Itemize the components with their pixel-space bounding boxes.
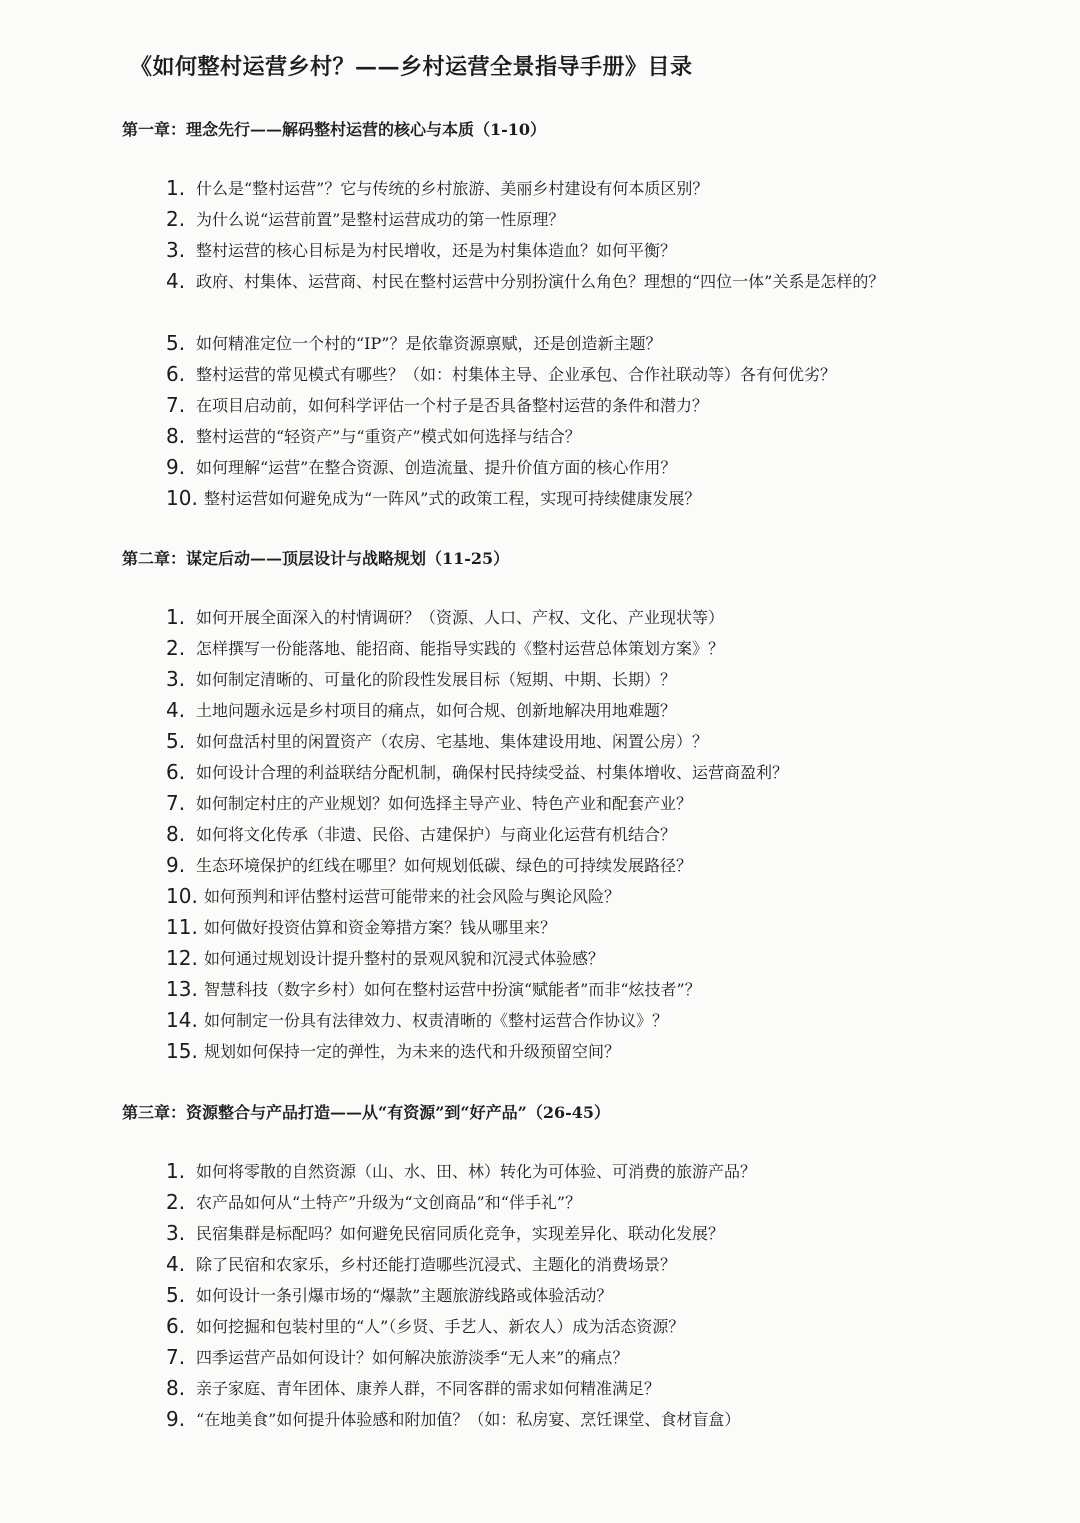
item-text: 在项目启动前，如何科学评估一个村子是否具备整村运营的条件和潜力？	[196, 396, 709, 415]
chapter-section	[122, 1100, 1022, 1436]
item-number: 4.	[166, 269, 186, 293]
item-number: 2.	[166, 207, 186, 231]
item-number: 2.	[166, 1190, 186, 1214]
item-text: 如何做好投资估算和资金筹措方案？钱从哪里来？	[204, 918, 557, 937]
item-number: 5.	[166, 729, 186, 753]
item-text: 政府、村集体、运营商、村民在整村运营中分别扮演什么角色？理想的“四位一体”关系是怎样的？	[196, 272, 885, 291]
item-number: 6.	[166, 362, 186, 386]
item-text: 如何预判和评估整村运营可能带来的社会风险与舆论风险？	[204, 887, 621, 906]
list-item	[122, 205, 1022, 236]
item-text: 整村运营如何避免成为“一阵风”式的政策工程，实现可持续健康发展？	[204, 489, 701, 508]
list-item	[122, 789, 1022, 820]
item-text: 四季运营产品如何设计？如何解决旅游淡季“无人来”的痛点？	[196, 1348, 629, 1367]
item-number: 9.	[166, 853, 186, 877]
item-number: 3.	[166, 667, 186, 691]
item-text: 如何制定村庄的产业规划？如何选择主导产业、特色产业和配套产业？	[196, 794, 693, 813]
list-item	[122, 758, 1022, 789]
item-text: 如何通过规划设计提升整村的景观风貌和沉浸式体验感？	[204, 949, 605, 968]
item-text: 如何精准定位一个村的“IP”？是依靠资源禀赋，还是创造新主题？	[196, 334, 662, 353]
item-number: 13.	[166, 977, 198, 1001]
item-text: “在地美食”如何提升体验感和附加值？（如：私房宴、烹饪课堂、食材盲盒）	[196, 1410, 741, 1429]
list-item	[122, 1157, 1022, 1188]
item-number: 12.	[166, 946, 198, 970]
list-item	[122, 603, 1022, 634]
list-item	[122, 665, 1022, 696]
chapter-heading: 第二章：谋定后动——顶层设计与战略规划（11-25）	[122, 549, 510, 568]
list-item	[122, 1312, 1022, 1343]
item-number: 14.	[166, 1008, 198, 1032]
list-item	[122, 851, 1022, 882]
item-text: 整村运营的“轻资产”与“重资产”模式如何选择与结合？	[196, 427, 581, 446]
list-item	[122, 634, 1022, 665]
list-item	[122, 882, 1022, 913]
item-number: 5.	[166, 1283, 186, 1307]
item-text: 如何开展全面深入的村情调研？（资源、人口、产权、文化、产业现状等）	[196, 608, 725, 627]
item-number: 2.	[166, 636, 186, 660]
chapter-heading: 第一章：理念先行——解码整村运营的核心与本质（1-10）	[122, 120, 547, 139]
list-item	[122, 1219, 1022, 1250]
document-title: 《如何整村运营乡村？——乡村运营全景指导手册》目录	[130, 54, 693, 80]
item-number: 1.	[166, 1159, 186, 1183]
item-number: 3.	[166, 1221, 186, 1245]
item-text: 什么是“整村运营”？它与传统的乡村旅游、美丽乡村建设有何本质区别？	[196, 179, 709, 198]
list-item	[122, 727, 1022, 758]
list-item	[122, 1374, 1022, 1405]
chapter-heading: 第三章：资源整合与产品打造——从“有资源”到“好产品”（26-45）	[122, 1103, 610, 1122]
list-item	[122, 329, 1022, 360]
item-text: 如何制定清晰的、可量化的阶段性发展目标（短期、中期、长期）？	[196, 670, 677, 689]
chapter-item-list	[122, 1157, 1022, 1436]
item-number: 10.	[166, 486, 198, 510]
list-item	[122, 1188, 1022, 1219]
list-item	[122, 820, 1022, 851]
item-text: 规划如何保持一定的弹性，为未来的迭代和升级预留空间？	[204, 1042, 621, 1061]
item-number: 9.	[166, 455, 186, 479]
list-item	[122, 453, 1022, 484]
item-number: 3.	[166, 238, 186, 262]
item-text: 除了民宿和农家乐，乡村还能打造哪些沉浸式、主题化的消费场景？	[196, 1255, 677, 1274]
list-item	[122, 1006, 1022, 1037]
list-item	[122, 422, 1022, 453]
list-item	[122, 696, 1022, 727]
item-text: 亲子家庭、青年团体、康养人群，不同客群的需求如何精准满足？	[196, 1379, 661, 1398]
item-number: 8.	[166, 822, 186, 846]
item-text: 如何设计一条引爆市场的“爆款”主题旅游线路或体验活动？	[196, 1286, 613, 1305]
item-number: 1.	[166, 176, 186, 200]
item-number: 15.	[166, 1039, 198, 1063]
chapter-section	[122, 546, 1022, 1068]
item-text: 为什么说“运营前置”是整村运营成功的第一性原理？	[196, 210, 565, 229]
item-text: 怎样撰写一份能落地、能招商、能指导实践的《整村运营总体策划方案》？	[196, 639, 725, 658]
chapter-item-list	[122, 174, 1022, 515]
list-item	[122, 1250, 1022, 1281]
item-text: 如何将零散的自然资源（山、水、田、林）转化为可体验、可消费的旅游产品？	[196, 1162, 757, 1181]
list-item	[122, 1037, 1022, 1068]
list-item	[122, 913, 1022, 944]
item-text: 土地问题永远是乡村项目的痛点，如何合规、创新地解决用地难题？	[196, 701, 677, 720]
list-item	[122, 360, 1022, 391]
item-number: 6.	[166, 760, 186, 784]
item-text: 生态环境保护的红线在哪里？如何规划低碳、绿色的可持续发展路径？	[196, 856, 693, 875]
item-text: 智慧科技（数字乡村）如何在整村运营中扮演“赋能者”而非“炫技者”？	[204, 980, 701, 999]
item-number: 9.	[166, 1407, 186, 1431]
item-number: 4.	[166, 698, 186, 722]
list-item	[122, 391, 1022, 422]
item-text: 如何理解“运营”在整合资源、创造流量、提升价值方面的核心作用？	[196, 458, 677, 477]
list-item	[122, 236, 1022, 267]
item-number: 11.	[166, 915, 198, 939]
list-item	[122, 1281, 1022, 1312]
item-number: 1.	[166, 605, 186, 629]
item-number: 4.	[166, 1252, 186, 1276]
item-text: 如何盘活村里的闲置资产（农房、宅基地、集体建设用地、闲置公房）？	[196, 732, 709, 751]
item-number: 6.	[166, 1314, 186, 1338]
item-text: 如何制定一份具有法律效力、权责清晰的《整村运营合作协议》？	[204, 1011, 669, 1030]
list-item	[122, 484, 1022, 515]
item-text: 如何设计合理的利益联结分配机制，确保村民持续受益、村集体增收、运营商盈利？	[196, 763, 789, 782]
item-number: 10.	[166, 884, 198, 908]
item-text: 民宿集群是标配吗？如何避免民宿同质化竞争，实现差异化、联动化发展？	[196, 1224, 725, 1243]
list-item	[122, 267, 1022, 329]
item-number: 7.	[166, 1345, 186, 1369]
item-text: 整村运营的核心目标是为村民增收，还是为村集体造血？如何平衡？	[196, 241, 677, 260]
item-number: 8.	[166, 424, 186, 448]
list-item	[122, 1343, 1022, 1374]
item-number: 8.	[166, 1376, 186, 1400]
list-item	[122, 174, 1022, 205]
list-item	[122, 975, 1022, 1006]
list-item	[122, 1405, 1022, 1436]
item-number: 7.	[166, 393, 186, 417]
item-text: 如何将文化传承（非遗、民俗、古建保护）与商业化运营有机结合？	[196, 825, 677, 844]
item-number: 5.	[166, 331, 186, 355]
chapter-section	[122, 117, 1022, 515]
item-text: 如何挖掘和包装村里的“人”（乡贤、手艺人、新农人）成为活态资源？	[196, 1317, 685, 1336]
item-text: 整村运营的常见模式有哪些？（如：村集体主导、企业承包、合作社联动等）各有何优劣？	[196, 365, 837, 384]
item-number: 7.	[166, 791, 186, 815]
list-item	[122, 944, 1022, 975]
item-text: 农产品如何从“土特产”升级为“文创商品”和“伴手礼”？	[196, 1193, 582, 1212]
chapter-item-list	[122, 603, 1022, 1068]
